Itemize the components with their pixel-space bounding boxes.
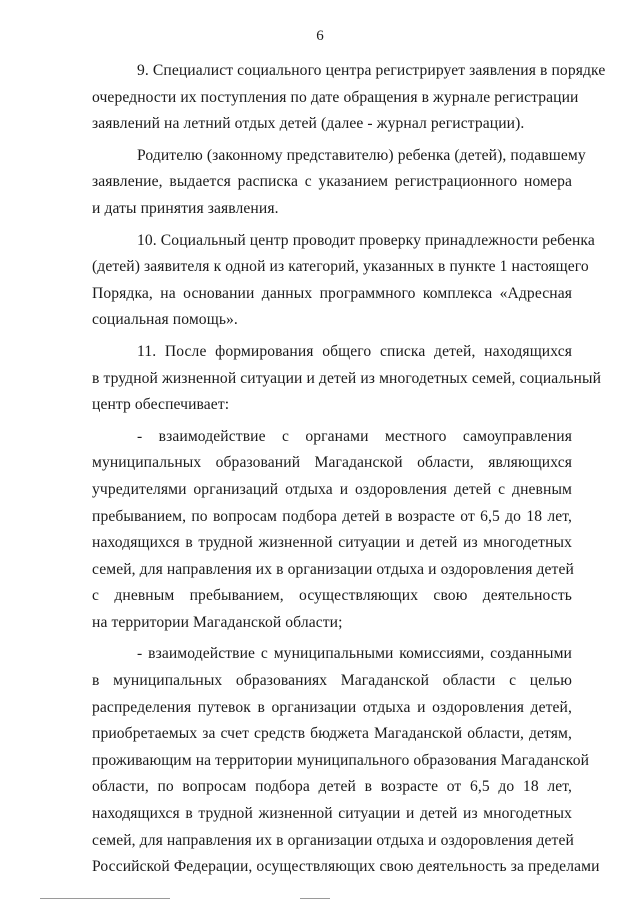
text-line: области, по вопросам подбора детей в возрасте от 6,5 до 18 лет, (92, 778, 572, 796)
text-line: Российской Федерации, осуществляющих свою деятельность за пределами (92, 858, 600, 876)
text-line: социальная помощь». (92, 311, 238, 329)
text-line: находящихся в трудной жизненной ситуации и детей из многодетных (92, 534, 572, 552)
text-line: очередности их поступления по дате обращения в журнале регистрации (92, 88, 579, 106)
text-line: семей, для направления их в организации отдыха и оздоровления детей (92, 560, 574, 578)
text-line: находящихся в трудной жизненной ситуации и детей из многодетных (92, 805, 572, 823)
text-line: 10. Социальный центр проводит проверку принадлежности ребенка (137, 231, 595, 249)
scan-artifact-line (300, 898, 330, 899)
paragraph-11-item-1 (92, 424, 572, 637)
text-line: муниципальных образований Магаданской области, являющихся (92, 454, 572, 472)
document-body (92, 58, 606, 881)
text-line: проживающим на территории муниципального образования Магаданской (92, 751, 590, 769)
text-line: - взаимодействие с органами местного самоуправления (137, 427, 572, 445)
text-line: (детей) заявителя к одной из категорий, указанных в пункте 1 настоящего (92, 258, 589, 276)
text-line: Родителю (законному представителю) ребенка (детей), подавшему (137, 146, 586, 164)
paragraph-10 (92, 228, 595, 334)
page-number: 6 (316, 28, 324, 44)
text-line: 11. После формирования общего списка детей, находящихся (137, 342, 572, 360)
text-line: - взаимодействие с муниципальными комиссиями, созданными (137, 645, 572, 663)
text-line: приобретаемых за счет средств бюджета Магаданской области, детям, (92, 725, 572, 743)
text-line: 9. Специалист социального центра регистрирует заявления в порядке (137, 62, 606, 79)
scan-artifact-line (40, 898, 170, 899)
text-line: пребыванием, по вопросам подбора детей в возрасте от 6,5 до 18 лет, (92, 507, 572, 525)
text-line: с дневным пребыванием, осуществляющих свою деятельность (92, 587, 572, 605)
text-line: центр обеспечивает: (92, 396, 230, 414)
text-line: семей, для направления их в организации отдыха и оздоровления детей (92, 831, 574, 849)
text-line: в трудной жизненной ситуации и детей из многодетных семей, социальный (92, 369, 602, 387)
paragraph-9 (92, 58, 606, 138)
text-line: заявление, выдается расписка с указанием регистрационного номера (92, 173, 572, 191)
paragraph-9-receipt (92, 143, 586, 223)
text-line: Порядка, на основании данных программного комплекса «Адресная (92, 284, 572, 302)
paragraph-11-item-2 (92, 641, 600, 880)
text-line: и даты принятия заявления. (92, 199, 279, 217)
text-line: на территории Магаданской области; (92, 613, 343, 631)
paragraph-11 (92, 339, 602, 419)
text-line: распределения путевок в организации отдыха и оздоровления детей, (92, 698, 572, 716)
text-line: заявлений на летний отдых детей (далее - журнал регистрации). (92, 115, 525, 133)
text-line: в муниципальных образованиях Магаданской области с целью (92, 672, 572, 690)
text-line: учредителями организаций отдыха и оздоровления детей с дневным (92, 480, 572, 498)
